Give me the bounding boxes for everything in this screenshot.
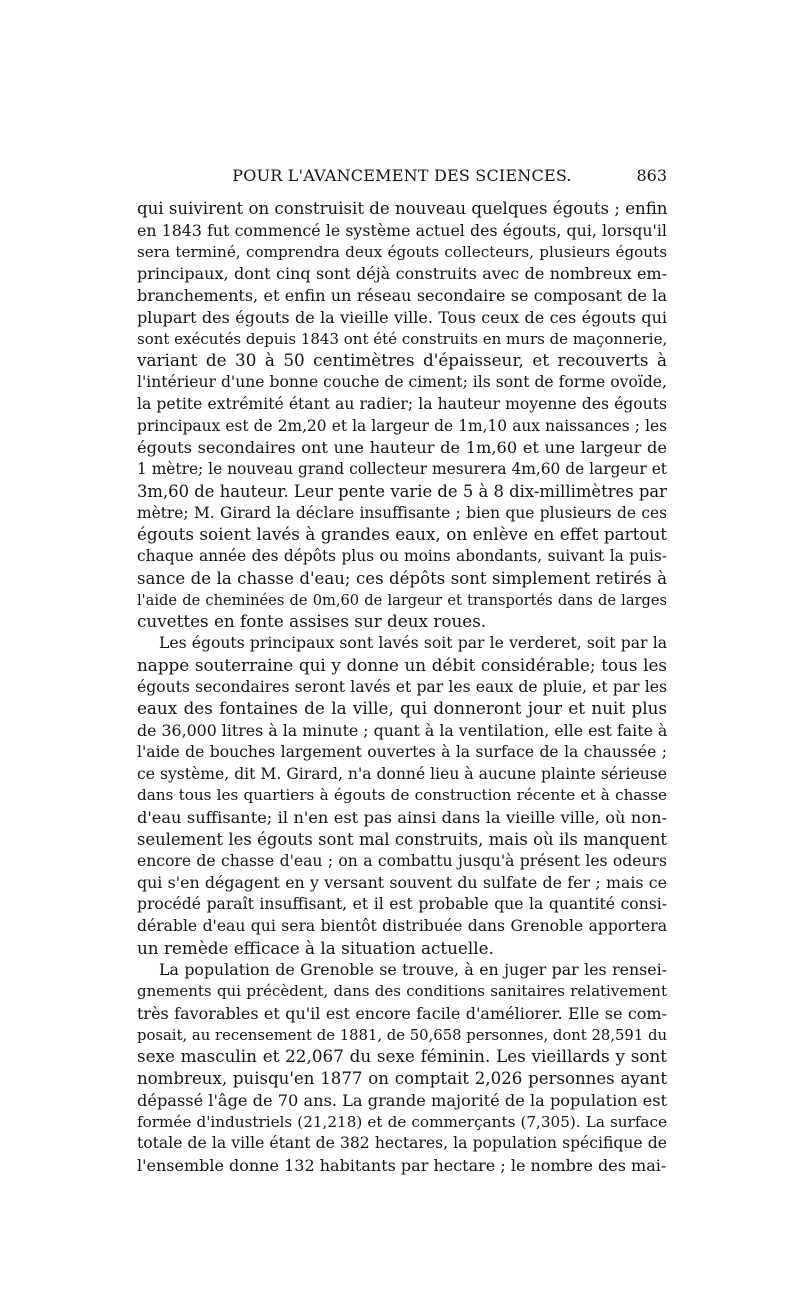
text-line: qui s'en dégagent en y versant souvent du sulfate de fer ; mais ce [137,873,667,893]
page-header [137,166,667,192]
text-line: encore de chasse d'eau ; on a combattu jusqu'à présent les odeurs [137,851,667,870]
text-line: nappe souterraine qui y donne un débit considérable; tous les [137,654,667,675]
text-line: mètre; M. Girard la déclare insuffisante ; bien que plusieurs de ces [137,503,667,522]
body-text [137,198,667,1177]
text-line: La population de Grenoble se trouve, à en juger par les rensei- [159,960,667,980]
text-line: chaque année des dépôts plus ou moins abondants, suivant la puis- [137,547,667,565]
text-line: égouts secondaires ont une hauteur de 1m,60 et une largeur de [137,438,667,458]
paragraph [137,198,667,633]
text-line: très favorables et qu'il est encore facile d'améliorer. Elle se com- [137,1003,667,1023]
text-line: cuvettes en fonte assises sur deux roues. [137,611,487,632]
text-line: sera terminé, comprendra deux égouts collecteurs, plusieurs égouts [137,242,667,261]
text-line: un remède efficace à la situation actuelle. [137,937,494,958]
text-line: l'ensemble donne 132 habitants par hectare ; le nombre des mai- [137,1156,667,1175]
text-line: l'aide de cheminées de 0m,60 de largeur et transportés dans de larges [137,591,667,609]
text-line: sexe masculin et 22,067 du sexe féminin. Les vieillards y sont [137,1046,667,1067]
text-line: l'intérieur d'une bonne couche de ciment; ils sont de forme ovoïde, [137,373,667,391]
text-line: égouts secondaires seront lavés et par les eaux de pluie, et par les [137,677,667,696]
text-line: eaux des fontaines de la ville, qui donneront jour et nuit plus [137,698,667,719]
page-number: 863 [636,166,667,185]
text-line: dans tous les quartiers à égouts de construction récente et à chasse [137,786,667,805]
text-line: seulement les égouts sont mal construits, mais où ils manquent [137,829,667,849]
text-line: en 1843 fut commencé le système actuel des égouts, qui, lorsqu'il [137,220,667,240]
text-line: 1 mètre; le nouveau grand collecteur mesurera 4m,60 de largeur et [137,460,667,478]
text-line: dépassé l'âge de 70 ans. La grande majorité de la population est [137,1090,668,1110]
text-line: procédé paraît insuffisant, et il est probable que la quantité consi- [137,895,667,913]
text-line: de 36,000 litres à la minute ; quant à la ventilation, elle est faite à [137,721,668,740]
text-line: branchements, et enfin un réseau secondaire se composant de la [137,286,667,305]
text-line: Les égouts principaux sont lavés soit par le verderet, soit par la [159,634,667,652]
text-line: la petite extrémité étant au radier; la hauteur moyenne des égouts [137,394,667,413]
text-line: d'eau suffisante; il n'en est pas ainsi dans la vieille ville, où non- [137,808,667,827]
text-line: nombreux, puisqu'en 1877 on comptait 2,026 personnes ayant [137,1069,667,1088]
running-title: POUR L'AVANCEMENT DES SCIENCES. [232,166,572,185]
text-line: gnements qui précèdent, dans des conditions sanitaires relativement [137,982,667,1000]
text-line: sont exécutés depuis 1843 ont été construits en murs de maçonnerie, [137,329,668,348]
paragraph [137,959,667,1177]
text-line: formée d'industriels (21,218) et de commerçants (7,305). La surface [137,1112,667,1131]
text-line: égouts soient lavés à grandes eaux, on enlève en effet partout [137,524,667,545]
text-line: qui suivirent on construisit de nouveau quelques égouts ; enfin [137,199,668,218]
text-line: posait, au recensement de 1881, de 50,658 personnes, dont 28,591 du [137,1026,667,1044]
paragraph [137,633,667,959]
text-line: dérable d'eau qui sera bientôt distribuée dans Grenoble apportera [137,916,667,935]
text-line: principaux est de 2m,20 et la largeur de 1m,10 aux naissances ; les [137,416,667,435]
text-line: plupart des égouts de la vieille ville. Tous ceux de ces égouts qui [137,307,667,327]
text-line: variant de 30 à 50 centimètres d'épaisseur, et recouverts à [137,350,667,371]
text-line: principaux, dont cinq sont déjà construits avec de nombreux em- [137,264,667,284]
text-line: 3m,60 de hauteur. Leur pente varie de 5 à 8 dix-millimètres par [137,481,667,501]
text-line: sance de la chasse d'eau; ces dépôts sont simplement retirés à [137,568,667,588]
text-line: totale de la ville étant de 382 hectares, la population spécifique de [137,1134,667,1153]
text-line: ce système, dit M. Girard, n'a donné lieu à aucune plainte sérieuse [137,764,667,783]
text-line: l'aide de bouches largement ouvertes à la surface de la chaussée ; [137,742,667,761]
